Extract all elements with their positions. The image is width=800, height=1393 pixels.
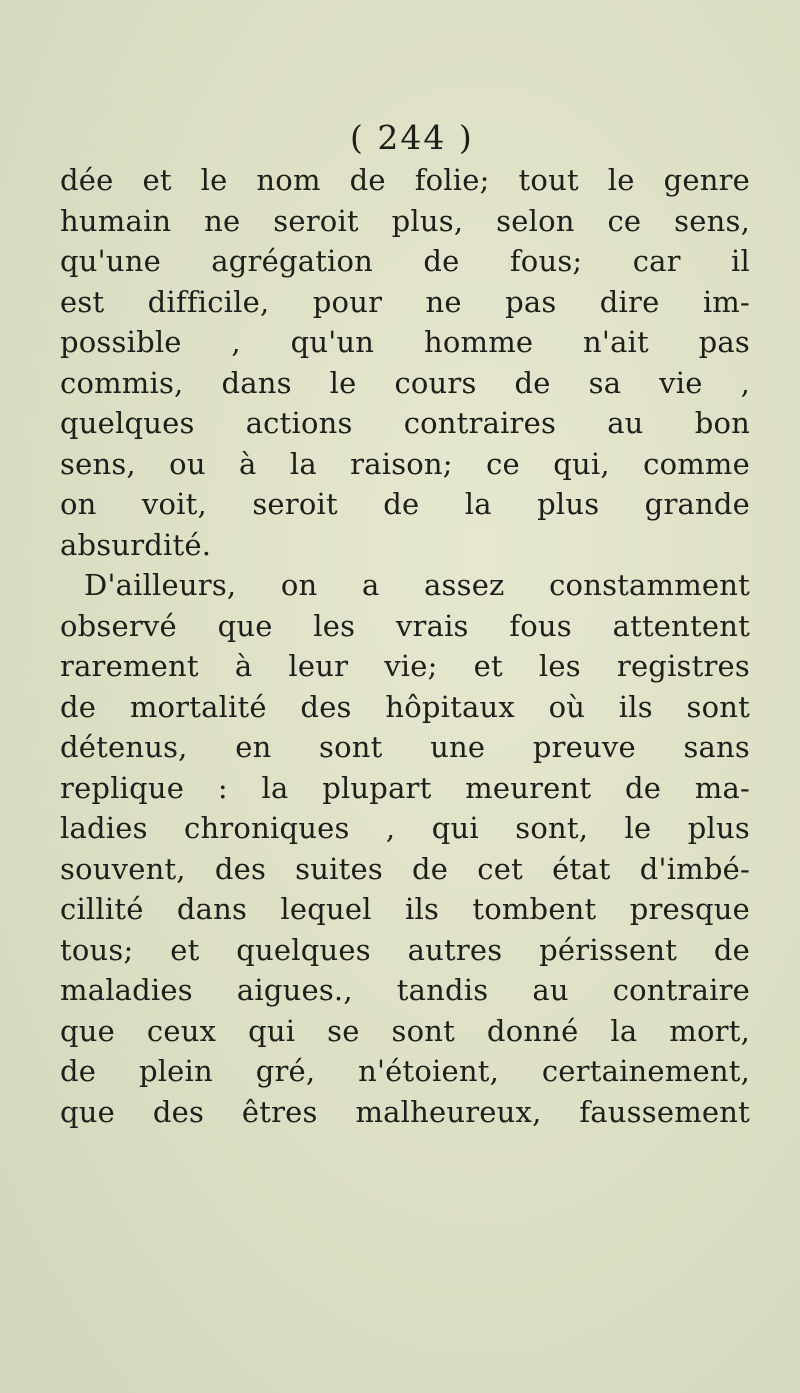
text-line: on voit, seroit de la plus grande (60, 487, 750, 521)
text-line: de plein gré, n'étoient, certainement, (60, 1054, 750, 1088)
text-line: commis, dans le cours de sa vie , (60, 365, 750, 400)
text-line: rarement à leur vie; et les registres (60, 649, 750, 683)
text-line: souvent, des suites de cet état d'imbé- (60, 851, 750, 886)
text-line: possible , qu'un homme n'ait pas (60, 325, 750, 359)
text-line: D'ailleurs, on a assez constamment (84, 568, 750, 602)
text-line: détenus, en sont une preuve sans (60, 730, 750, 764)
body-text (60, 160, 750, 1132)
text-line: tous; et quelques autres périssent de (60, 932, 750, 967)
text-line: quelques actions contraires au bon (60, 406, 750, 440)
text-line: maladies aigues., tandis au contraire (60, 973, 750, 1007)
text-line: sens, ou à la raison; ce qui, comme (60, 446, 750, 481)
text-line: qu'une agrégation de fous; car il (60, 244, 750, 278)
text-line: que ceux qui se sont donné la mort, (60, 1013, 750, 1048)
text-line: de mortalité des hôpitaux où ils sont (60, 689, 750, 724)
text-line: humain ne seroit plus, selon ce sens, (60, 203, 750, 238)
text-line: cillité dans lequel ils tombent presque (60, 892, 750, 926)
text-line: replique : la plupart meurent de ma- (60, 770, 750, 805)
text-line: est difficile, pour ne pas dire im- (60, 284, 750, 319)
text-line: absurdité. (60, 527, 212, 562)
text-line: dée et le nom de folie; tout le genre (60, 163, 750, 197)
text-line: observé que les vrais fous attentent (60, 608, 750, 643)
text-line: ladies chroniques , qui sont, le plus (60, 811, 750, 845)
text-line: que des êtres malheureux, faussement (60, 1094, 750, 1129)
page-number: ( 244 ) (350, 118, 474, 157)
